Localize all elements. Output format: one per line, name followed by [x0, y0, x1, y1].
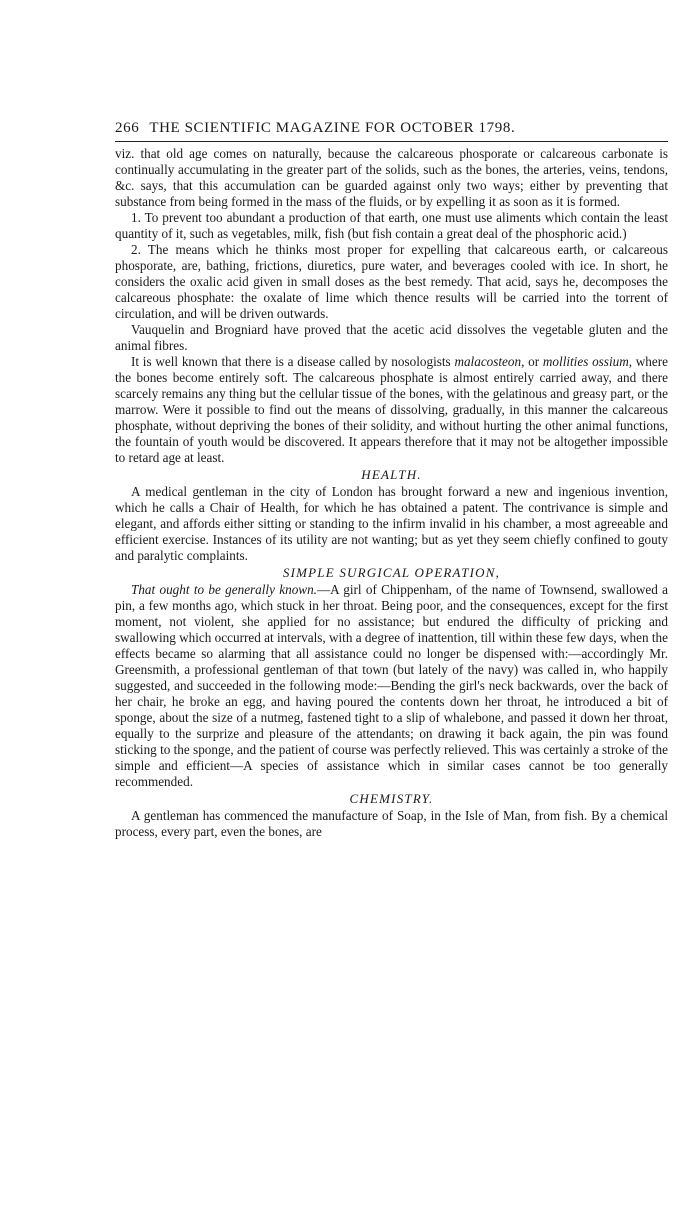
term-mollities-ossium: mollities ossium, [542, 354, 633, 369]
book-page [115, 118, 668, 840]
page-number: 266 [115, 120, 140, 136]
article-body [115, 146, 668, 840]
term-malacosteon: malacosteon, [454, 354, 525, 369]
paragraph-swallowed-pin: That ought to be generally known.—A girl of Chippenham, of the name of Townsend, swallowed a pin, a few months ago, which stuck in her throat. Being poor, and the consequences, except for the first moment, not violent, she applied for no assistance; but endured the difficulty of pricking and swallowing which occurred at intervals, with a degree of inattention, till within these few days, when the effects became so alarming that all assistance could no longer be dispensed with:—accordingly Mr. Greensmith, a professional gentleman of that town (but lately of the navy) was called in, who happily suggested, and succeeded in the following mode:—Bending the girl's neck backwards, over the back of her chair, he broke an egg, and having poured the contents down her throat, he introduced a bit of sponge, about the size of a nutmeg, fastened tight to a slip of whalebone, and passed it down her throat, equally to the surprize and pleasure of the attendants; on drawing it back again, the pin was found sticking to the sponge, and the patient of course was perfectly relieved. This was certainly a stroke of the simple and efficient—A species of assistance which in similar cases cannot be too generally recommended. [115, 582, 668, 789]
surgery-subheading: That ought to be generally known. [131, 582, 317, 597]
paragraph-malacosteon: It is well known that there is a disease called by nosologists malacosteon, or mollities ossium, where the bones become entirely soft. The calcareous phosphate is almost entirely carried away, and there scarcely remains any thing but the cellular tissue of the bones, with the gelatinous and greasy part, or the marrow. Were it possible to find out the means of dissolving, gradually, in this manner the calcareous phosphate, without depriving the bones of their solidity, and without hurting the other animal functions, the fountain of youth would be discovered. It appears therefore that it may not be altogether impossible to retard age at least. [115, 354, 669, 465]
magazine-title: THE SCIENTIFIC MAGAZINE FOR OCTOBER 1798. [149, 120, 516, 136]
header-rule [115, 141, 668, 142]
paragraph-old-age: viz. that old age comes on naturally, because the calcareous phosporate or calcareous carbonate is continually accumulating in the greater part of the solids, such as the bones, the arteries, veins, tendons, &c. says, that this accumulation can be guarded against only two ways; either by preventing that substance from being formed in the mass of the fluids, or by expelling it as soon as it is formed. [115, 146, 668, 209]
paragraph-expelling: 2. The means which he thinks most proper for expelling that calcareous earth, or calcareous phosporate, are, bathing, frictions, diuretics, pure water, and beverages cooled with ice. In short, he considers the oxalic acid given in small doses as the best remedy. That acid, says he, decomposes the calcareous phosphate: the oxalate of lime which thence results will be carried into the torrent of circulation, and will be driven outwards. [115, 242, 668, 321]
section-heading-chemistry: CHEMISTRY. [349, 791, 434, 806]
paragraph-chair-of-health: A medical gentleman in the city of London has brought forward a new and ingenious invention, which he calls a Chair of Health, for which he has obtained a patent. The contrivance is simple and elegant, and affords either sitting or standing to the infirm invalid in his chamber, a most agreeable and efficient exercise. Instances of its utility are not wanting; but as yet they seem chiefly confined to gouty and paralytic complaints. [115, 484, 668, 563]
paragraph-acetic-acid: Vauquelin and Brogniard have proved that the acetic acid dissolves the vegetable gluten and the animal fibres. [115, 322, 668, 353]
section-heading-health: HEALTH. [361, 467, 422, 482]
section-heading-surgery: SIMPLE SURGICAL OPERATION, [282, 565, 501, 580]
paragraph-prevention: 1. To prevent too abundant a production of that earth, one must use aliments which contain the least quantity of it, such as vegetables, milk, fish (but fish contain a great deal of the phosphoric acid.) [115, 210, 668, 241]
running-head [115, 118, 668, 138]
paragraph-fish-soap: A gentleman has commenced the manufacture of Soap, in the Isle of Man, from fish. By a chemical process, every part, even the bones, are [115, 808, 668, 839]
